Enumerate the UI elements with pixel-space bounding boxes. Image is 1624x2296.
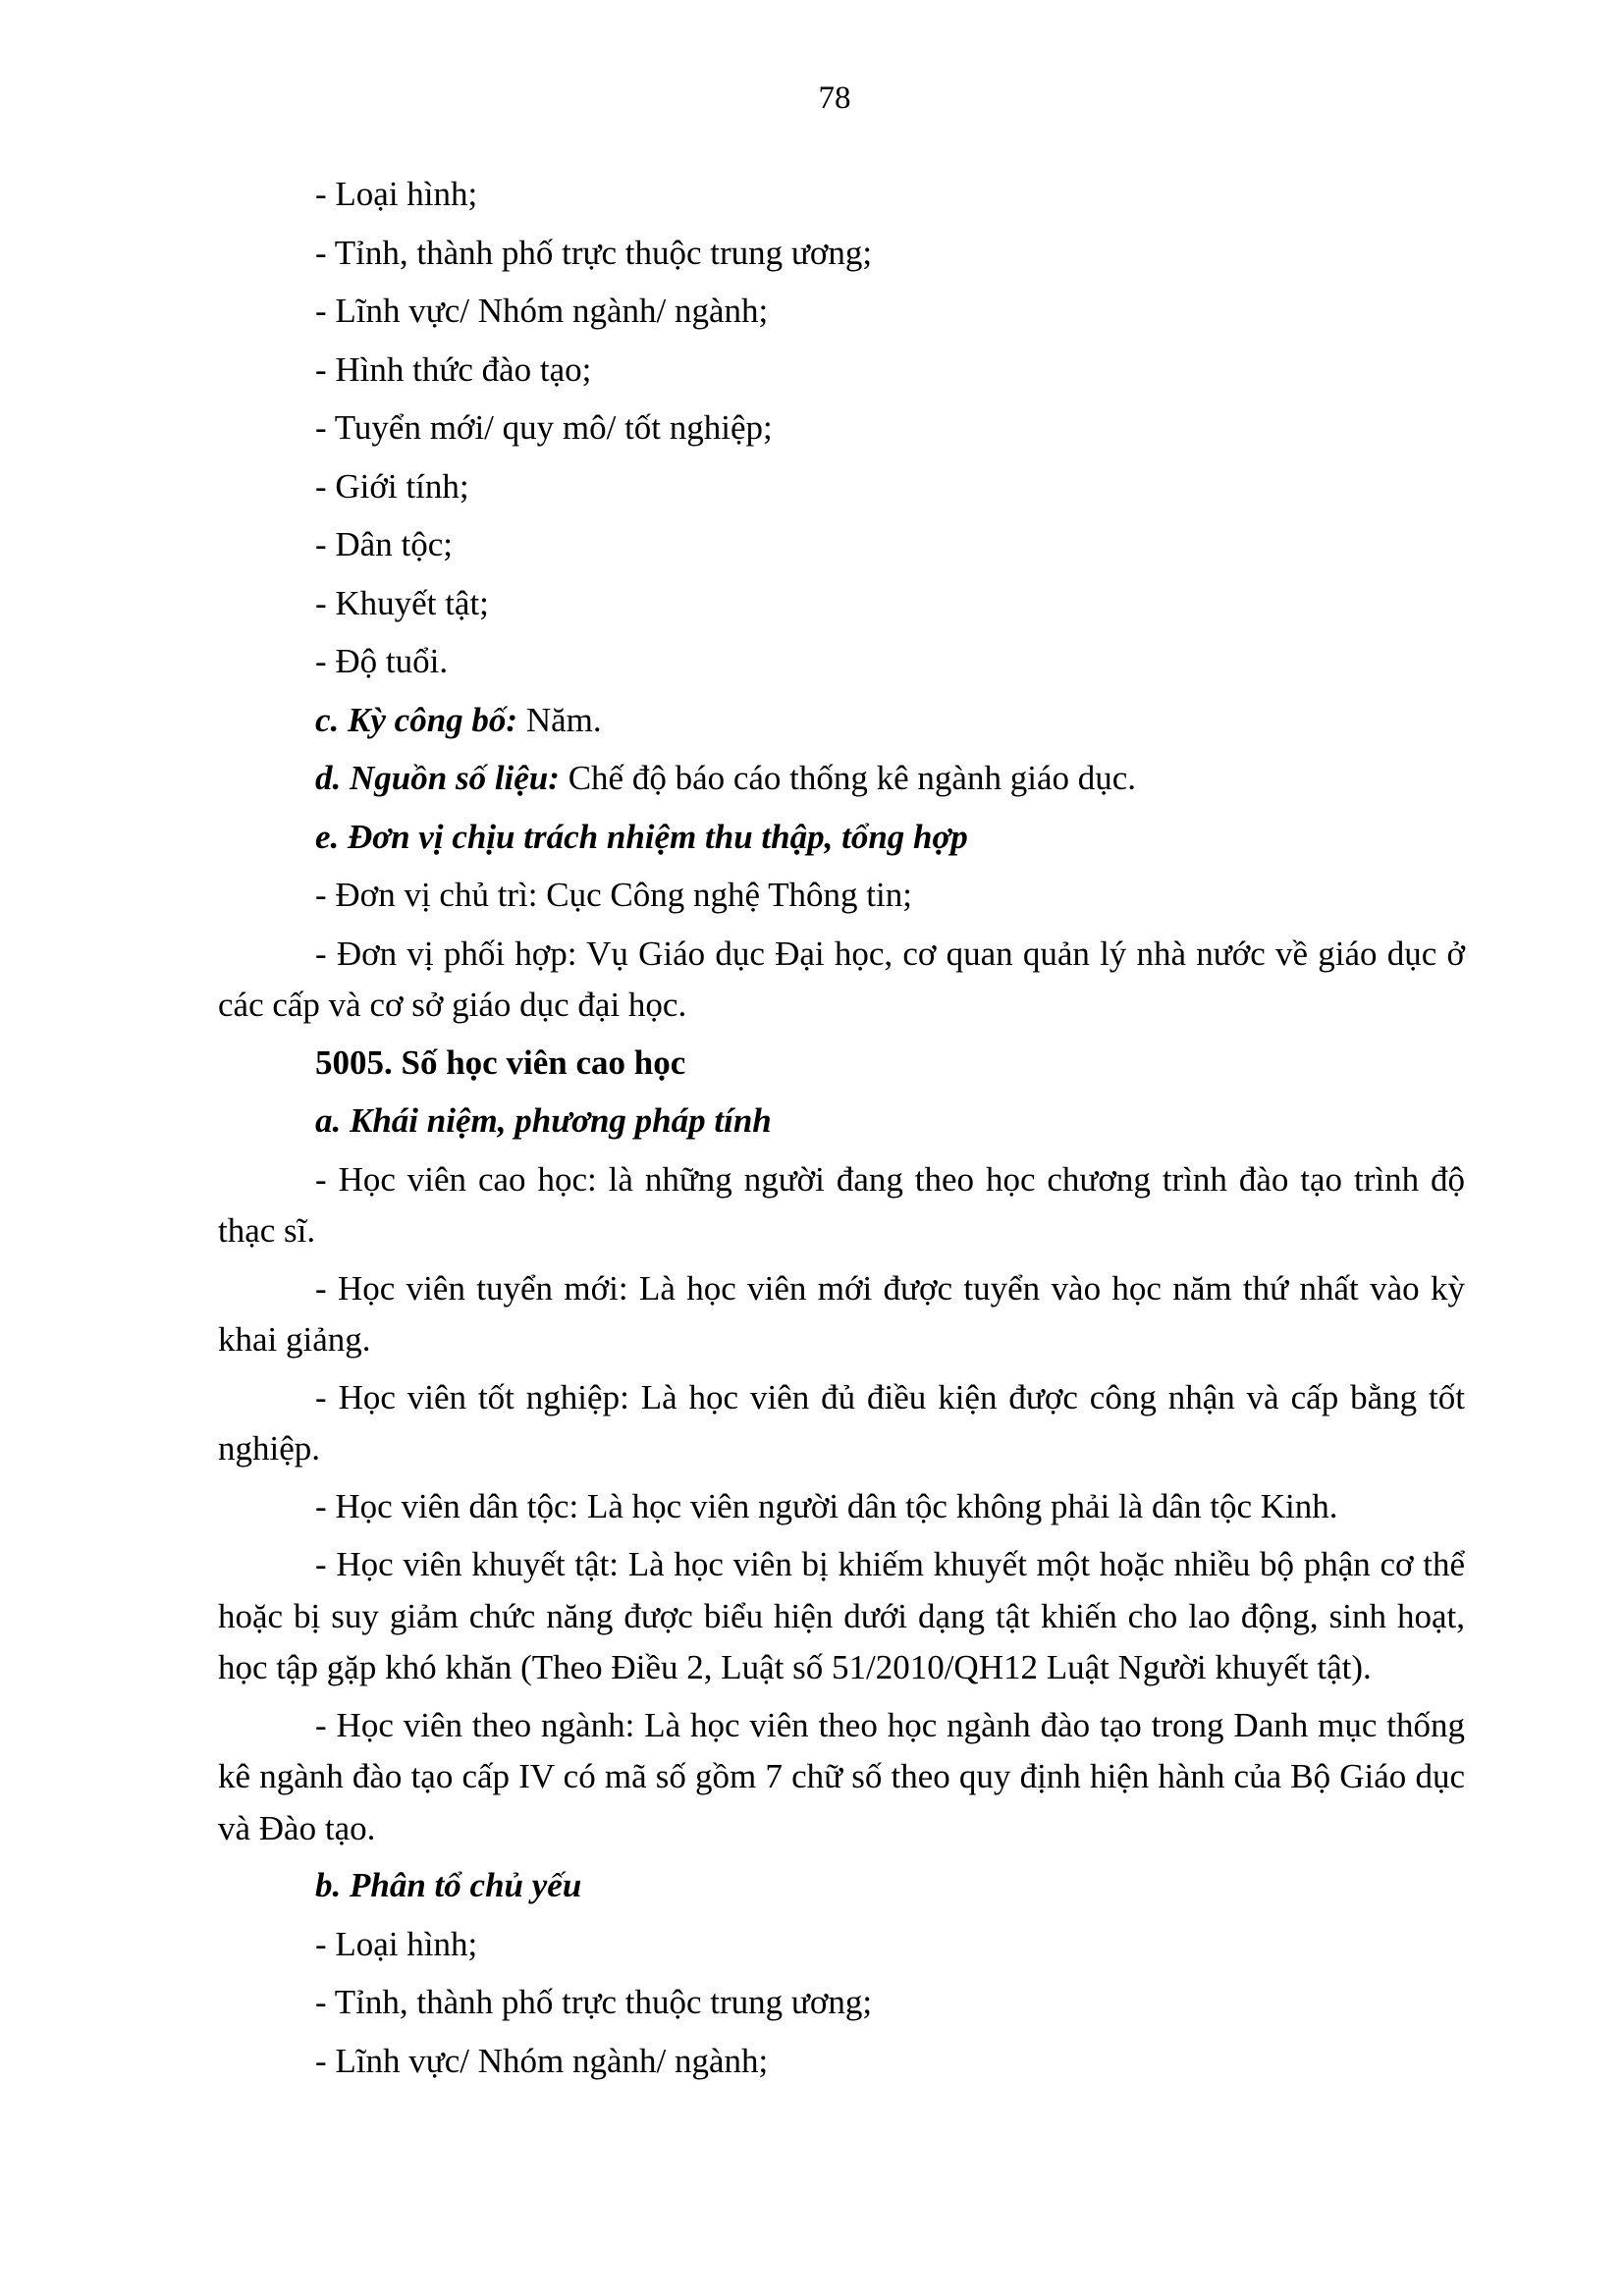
list-item: - Dân tộc; xyxy=(315,525,453,563)
breakdown-heading: b. Phân tổ chủ yếu xyxy=(315,1866,582,1904)
list-item: - Tuyển mới/ quy mô/ tốt nghiệp; xyxy=(315,408,773,447)
publication-period-value: Năm. xyxy=(517,700,602,739)
definition-item: - Học viên dân tộc: Là học viên người dân tộc không phải là dân tộc Kinh. xyxy=(315,1486,1338,1525)
data-source-label: d. Nguồn số liệu: xyxy=(315,759,560,797)
list-item: - Loại hình; xyxy=(315,1924,478,1963)
lead-unit: - Đơn vị chủ trì: Cục Công nghệ Thông tin; xyxy=(315,876,912,914)
document-body xyxy=(218,169,1465,2094)
publication-period xyxy=(218,695,1465,747)
publication-period-label: c. Kỳ công bố: xyxy=(315,700,518,739)
list-item: - Tỉnh, thành phố trực thuộc trung ương; xyxy=(315,1983,873,2021)
concept-heading: a. Khái niệm, phương pháp tính xyxy=(315,1101,772,1140)
list-item: - Loại hình; xyxy=(315,175,478,213)
list-item: - Hình thức đào tạo; xyxy=(315,349,592,389)
definition-item: - Học viên tốt nghiệp: Là học viên đủ điều kiện được công nhận và cấp bằng tốt nghiệp. xyxy=(218,1377,1465,1468)
data-source-value: Chế độ báo cáo thống kê ngành giáo dục. xyxy=(559,759,1137,797)
data-source xyxy=(218,753,1465,805)
list-item: - Độ tuổi. xyxy=(315,642,449,680)
list-item: - Giới tính; xyxy=(315,466,469,506)
section-title: 5005. Số học viên cao học xyxy=(315,1042,686,1082)
definition-item: - Học viên tuyển mới: Là học viên mới được tuyển vào học năm thứ nhất vào kỳ khai giảng. xyxy=(218,1268,1465,1359)
definition-item: - Học viên cao học: là những người đang theo học chương trình đào tạo trình độ thạc sĩ. xyxy=(218,1159,1465,1250)
page-number: 78 xyxy=(818,80,851,116)
list-item: - Khuyết tật; xyxy=(315,583,489,622)
definition-item: - Học viên khuyết tật: Là học viên bị khiếm khuyết một hoặc nhiều bộ phận cơ thể hoặc bị suy giảm chức năng được biểu hiện dưới dạng tật khiến cho lao động, sinh hoạt, học tập gặp khó khăn (Theo Điều 2, Luật số 51/2010/QH12 Luật Người khuyết tật). xyxy=(218,1545,1465,1686)
list-item: - Tỉnh, thành phố trực thuộc trung ương; xyxy=(315,233,873,272)
list-item: - Lĩnh vực/ Nhóm ngành/ ngành; xyxy=(315,292,769,330)
coop-unit: - Đơn vị phối hợp: Vụ Giáo dục Đại học, cơ quan quản lý nhà nước về giáo dục ở các cấp và cơ sở giáo dục đại học. xyxy=(218,934,1465,1024)
list-item: - Lĩnh vực/ Nhóm ngành/ ngành; xyxy=(315,2041,769,2080)
responsible-unit-heading: e. Đơn vị chịu trách nhiệm thu thập, tổng hợp xyxy=(315,817,968,856)
definition-item: - Học viên theo ngành: Là học viên theo học ngành đào tạo trong Danh mục thống kê ngành đào tạo cấp IV có mã số gồm 7 chữ số theo quy định hiện hành của Bộ Giáo dục và Đào tạo. xyxy=(218,1705,1465,1847)
